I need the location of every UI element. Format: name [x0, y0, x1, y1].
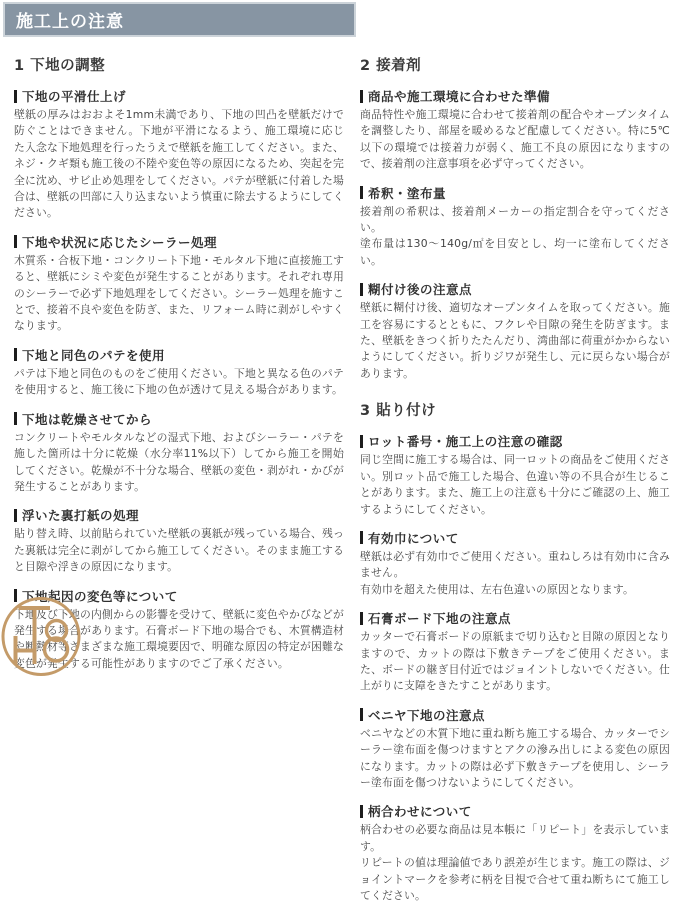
heading-bar-icon — [360, 612, 363, 625]
heading-bar-icon — [360, 186, 363, 199]
page-header-bar — [3, 2, 356, 37]
section-body: 接着剤の希釈は、接着剤メーカーの指定割合を守ってください。 — [360, 204, 670, 235]
section-heading: 希釈・塗布量 — [360, 184, 670, 202]
heading-bar-icon — [360, 283, 363, 296]
section-noritsuke-go — [360, 280, 670, 382]
content-area — [14, 54, 670, 915]
heading-bar-icon — [14, 509, 17, 522]
section-body: 商品特性や施工環境に合わせて接着剤の配合やオープンタイムを調整したり、部屋を暖めるなど配慮してください。特に5℃以下の環境では接着力が弱く、施工不良の原因になりますので、接着剤の注意事項を必ず守ってください。 — [360, 108, 670, 171]
heading-bar-icon — [14, 412, 17, 425]
section-body: 有効巾を超えた使用は、左右色違いの原因となります。 — [360, 582, 635, 596]
section-heading: ベニヤ下地の注意点 — [360, 706, 670, 724]
page-title: 施工上の注意 — [16, 12, 124, 32]
section-heikatsu-shiage — [14, 87, 344, 222]
section-body: 同じ空間に施工する場合は、同一ロットの商品をご使用ください。別ロット品で施工した場合、色違い等の不具合が生じることがあります。また、施工上の注意も十分にご確認の上、施工するようにしてください。 — [360, 453, 670, 516]
section-heading: 下地の平滑仕上げ — [14, 87, 344, 105]
section-lot-bangou — [360, 432, 670, 518]
heading-bar-icon — [360, 90, 363, 103]
section-body: 下地及び下地の内側からの影響を受けて、壁紙に変色やかびなどが発生する場合があります。石膏ボード下地の場合でも、木質構造材や断熱材等さまざまな施工環境要因で、明確な原因の特定が困難な変色が発生する可能性がありますのでご了承ください。 — [14, 607, 344, 670]
section-heading: 浮いた裏打紙の処理 — [14, 506, 344, 524]
section-body: 柄合わせの必要な商品は見本帳に「リピート」を表示しています。 — [360, 823, 670, 853]
section-heading: 商品や施工環境に合わせた準備 — [360, 87, 670, 105]
section-heading: 下地と同色のパテを使用 — [14, 346, 344, 364]
brand-logo-th8-icon — [0, 596, 82, 678]
section-body: 貼り替え時、以前貼られていた壁紙の裏紙が残っている場合、残った裏紙は完全に剥がしてから施工してください。そのまま施工すると目隙や浮きの原因になります。 — [14, 527, 344, 574]
section-heading: 下地は乾燥させてから — [14, 410, 344, 428]
heading-bar-icon — [360, 708, 363, 721]
heading-bar-icon — [14, 235, 17, 248]
section-heading: 石膏ボード下地の注意点 — [360, 609, 670, 627]
section-body: 壁紙の厚みはおおよそ1mm未満であり、下地の凹凸を壁紙だけで防ぐことはできません。下地が平滑になるよう、施工環境に応じた入念な下地処理を行ったうえで壁紙を施工してください。また、ネジ・クギ類も施工後の不陸や変色等の原因になるため、突起を完全に沈め、サビ止め処理をしてください。パテが壁紙に付着した場合は、壁紙の凹部に入り込まないよう慎重に除去するようにしてください。 — [14, 108, 344, 220]
column-right — [360, 54, 670, 915]
section-heading: 糊付け後の注意点 — [360, 280, 670, 298]
heading-bar-icon — [360, 435, 363, 448]
section-kansou — [14, 410, 344, 496]
section-heading: 柄合わせについて — [360, 802, 670, 820]
section-body: カッターで石膏ボードの原紙まで切り込むと目隙の原因となりますので、カットの際は下敷きテープをご使用ください。また、ボードの継ぎ目付近ではジョイントしないでください。仕上がりに支障をきたすことがあります。 — [360, 630, 670, 693]
section-body: 木質系・合板下地・コンクリート下地・モルタル下地に直接施工すると、壁紙にシミや変色が発生することがあります。それぞれ専用のシーラーで必ず下地処理をしてください。シーラー処理を施すことで、接着不良や変色を防ぎ、また、リフォーム時に剥がしやすくなります。 — [14, 253, 344, 333]
heading-bar-icon — [14, 348, 17, 361]
heading-bar-icon — [360, 531, 363, 544]
section-heading: 有効巾について — [360, 529, 670, 547]
section-body: パテは下地と同色のものをご使用ください。下地と異なる色のパテを使用すると、施工後に下地の色が透けて見える場合があります。 — [14, 366, 344, 397]
section-sekkou-board — [360, 609, 670, 695]
section-uita-urauchigami — [14, 506, 344, 575]
section-body: 壁紙に糊付け後、適切なオープンタイムを取ってください。施工を容易にするとともに、フクレや目隙の発生を防ぎます。また、壁紙をきつく折りたたんだり、湾曲部に荷重がかからないようにしてください。折りジワが発生し、元に戻らない場合があります。 — [360, 301, 670, 380]
section-yukohaba — [360, 529, 670, 598]
section-beniya-shitaji — [360, 706, 670, 792]
group-heading-haritsuke: 3 貼り付け — [360, 403, 437, 420]
section-junbi — [360, 87, 670, 173]
section-kishaku-tofuryou — [360, 184, 670, 270]
section-doushoku-pate — [14, 346, 344, 399]
section-body: 壁紙は必ず有効巾でご使用ください。重ねしろは有効巾に含みません。 — [360, 549, 670, 580]
section-sealer-shori — [14, 233, 344, 335]
section-body: ベニヤなどの木質下地に重ね断ち施工する場合、カッターでシーラー塗布面を傷つけますとアクの滲み出しによる変色の原因になります。カットの際は必ず下敷きテープを使用し、シーラー塗布面を傷つけないようにしてください。 — [360, 726, 670, 789]
section-body: 塗布量は130〜140g/㎡を目安とし、均一に塗布してください。 — [360, 237, 670, 267]
heading-bar-icon — [14, 90, 17, 103]
group-heading-shitaji-chousei: 1 下地の調整 — [14, 58, 106, 74]
heading-bar-icon — [360, 805, 363, 818]
section-heading: 下地起因の変色等について — [14, 587, 344, 605]
section-body: リピートの値は理論値であり誤差が生じます。施工の際は、ジョイントマークを参考に柄を目視で合せて重ね断ちにて施工してください。 — [360, 856, 670, 902]
section-heading: 下地や状況に応じたシーラー処理 — [14, 233, 344, 251]
section-heading: ロット番号・施工上の注意の確認 — [360, 432, 670, 450]
section-gara-awase — [360, 802, 670, 904]
section-body: コンクリートやモルタルなどの湿式下地、およびシーラー・パテを施した箇所は十分に乾燥（水分率11%以下）してから施工を開始してください。乾燥が不十分な場合、壁紙の変色・剥がれ・かびが発生することがあります。 — [14, 430, 344, 493]
column-left — [14, 54, 344, 915]
group-heading-setchakuzai: 2 接着剤 — [360, 58, 422, 74]
